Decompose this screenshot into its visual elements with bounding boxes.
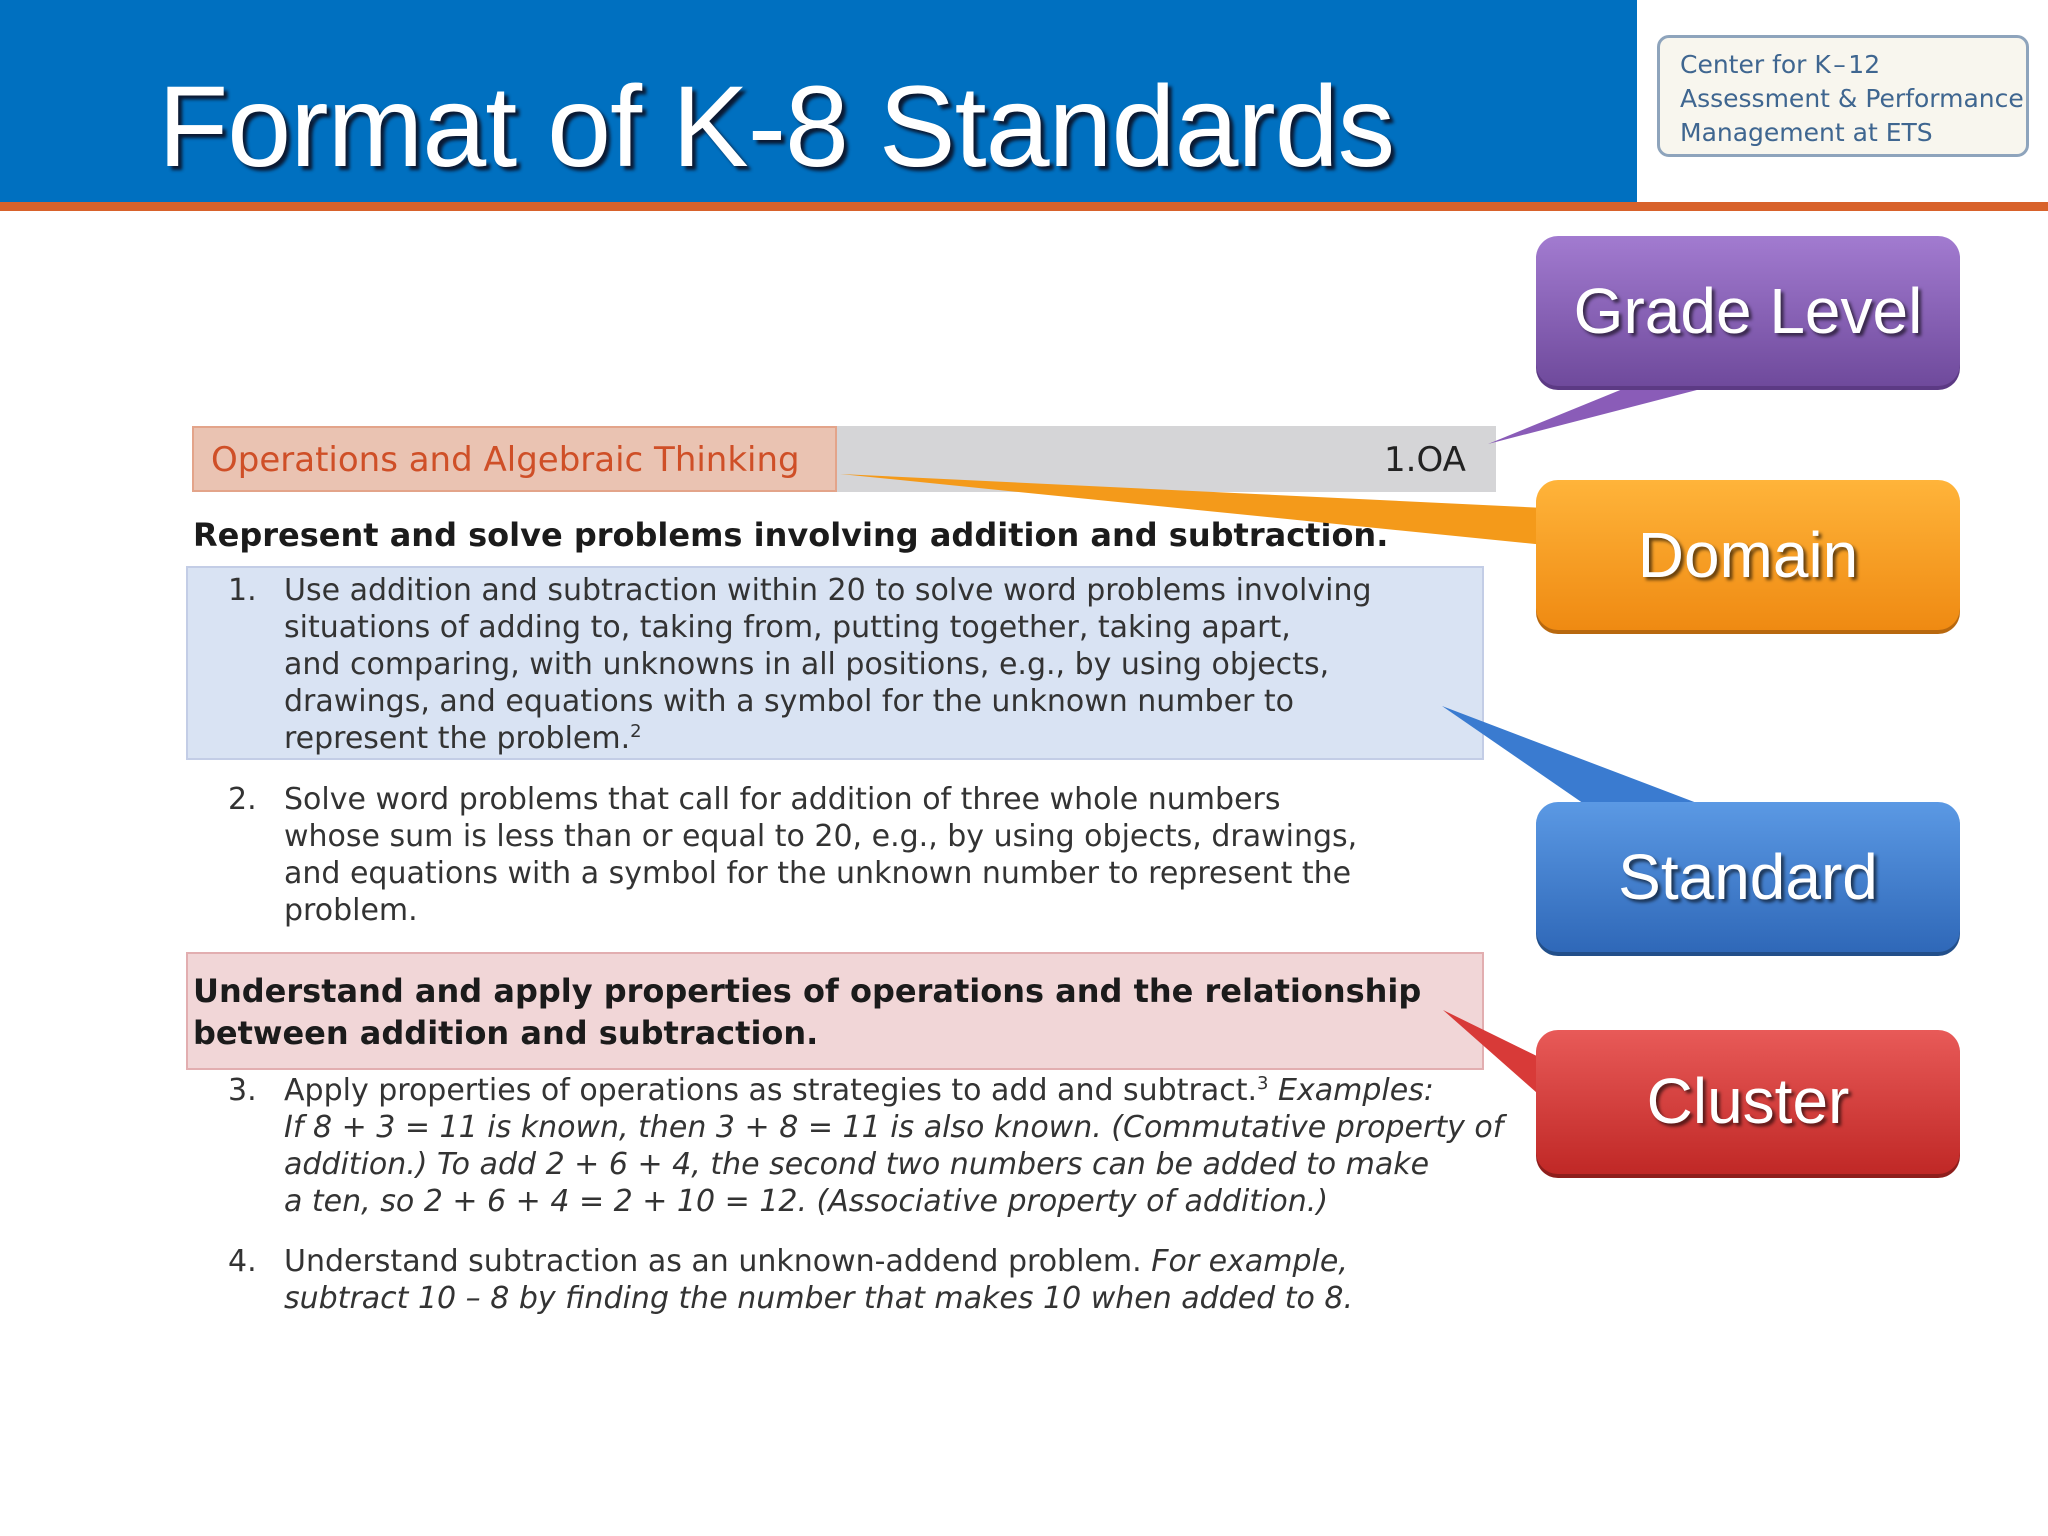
example-line: a ten, so 2 + 6 + 4 = 2 + 10 = 12. (Associative property of addition.) — [284, 1184, 1329, 1219]
cluster-heading: Understand and apply properties of operations and the relationship — [193, 972, 1422, 1010]
example-line: If 8 + 3 = 11 is known, then 3 + 8 = 11 is also known. (Commutative property of — [284, 1110, 1504, 1145]
standard-line: drawings, and equations with a symbol for the unknown number to — [284, 684, 1295, 719]
callout-cluster-label: Cluster — [1646, 1065, 1850, 1137]
logo-line: Assessment & Performance — [1680, 84, 2024, 113]
standard-number: 4. — [228, 1244, 257, 1279]
cluster-heading: between addition and subtraction. — [193, 1014, 819, 1052]
domain-name: Operations and Algebraic Thinking — [211, 440, 800, 480]
callout-grade-level-label: Grade Level — [1573, 275, 1923, 347]
callout-pointer — [1443, 1010, 1545, 1100]
footnote-marker: 2 — [630, 721, 642, 742]
slide-title: Format of K-8 Standards — [158, 63, 1395, 191]
standard-line: Use addition and subtraction within 20 to solve word problems involving — [284, 573, 1372, 608]
standard-line: situations of adding to, taking from, putting together, taking apart, — [284, 610, 1291, 645]
callout-standard-label: Standard — [1618, 841, 1878, 913]
grade-code: 1.OA — [1384, 440, 1466, 480]
standard-number: 2. — [228, 782, 257, 817]
logo-line: Center for K – 12 — [1680, 50, 1881, 79]
callout-standard — [1442, 706, 1960, 956]
standard-line: problem. — [284, 893, 418, 928]
standard-line: Understand subtraction as an unknown-addend problem. For example, — [284, 1244, 1348, 1279]
callout-pointer — [1488, 384, 1720, 444]
standard-line: Apply properties of operations as strategies to add and subtract.$^3$ Examples: — [284, 1073, 1434, 1108]
standard-line: whose sum is less than or equal to 20, e.g., by using objects, drawings, — [284, 819, 1358, 854]
standard-line: represent the problem.$^2$ — [284, 721, 642, 756]
standard-line: and equations with a symbol for the unknown number to represent the — [284, 856, 1352, 891]
callout-domain-label: Domain — [1637, 519, 1859, 591]
standard-number: 1. — [228, 573, 257, 608]
callout-pointer — [1442, 706, 1710, 808]
cluster-heading: Represent and solve problems involving addition and subtraction. — [193, 516, 1389, 554]
callout-pointer — [840, 474, 1545, 545]
example-line: subtract 10 – 8 by finding the number that makes 10 when added to 8. — [284, 1281, 1354, 1316]
standard-line: Solve word problems that call for addition of three whole numbers — [284, 782, 1281, 817]
standard-number: 3. — [228, 1073, 257, 1108]
logo-line: Management at ETS — [1680, 118, 1933, 147]
example-line: addition.) To add 2 + 6 + 4, the second two numbers can be added to make — [284, 1147, 1430, 1182]
standard-line: and comparing, with unknowns in all positions, e.g., by using objects, — [284, 647, 1330, 682]
footnote-marker: 3 — [1257, 1073, 1269, 1094]
